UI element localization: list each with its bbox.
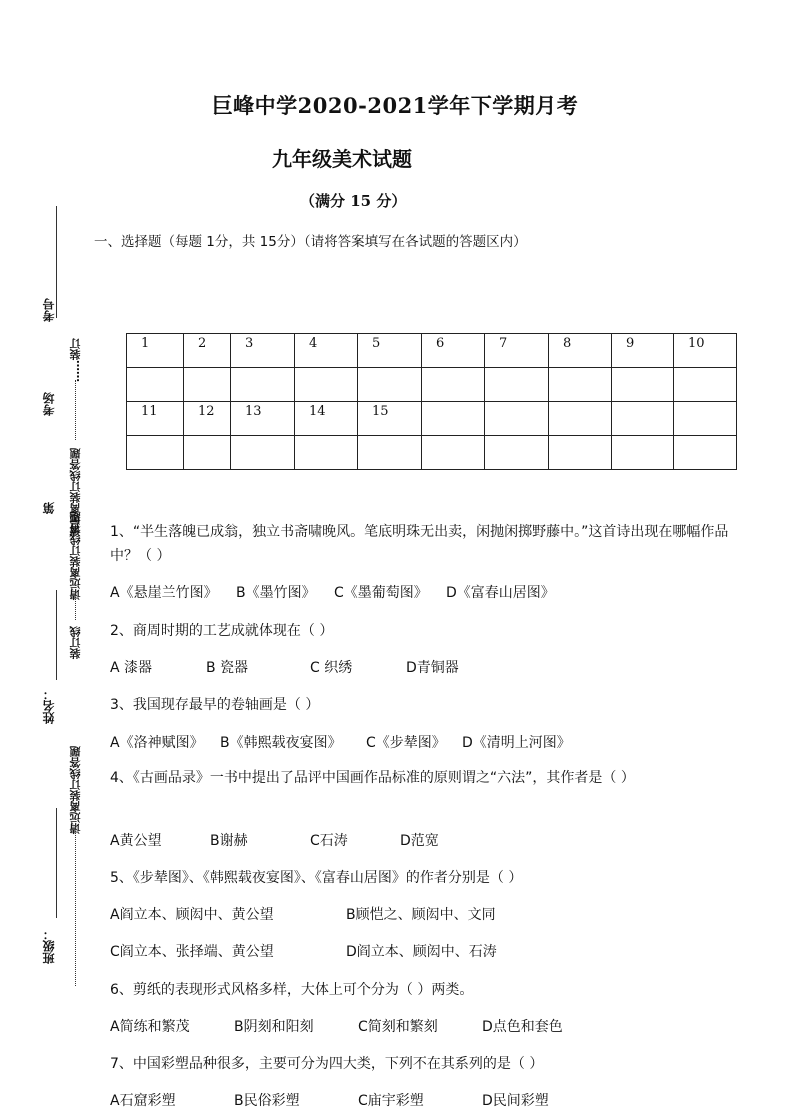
table-cell: 11 — [127, 402, 184, 436]
option-b[interactable]: B《墨竹图》 — [236, 585, 316, 601]
binding-line-mid — [56, 590, 57, 680]
label-kaochang: 考场 — [42, 392, 56, 416]
exam-title: 巨峰中学2020-2021学年下学期月考 — [211, 93, 579, 118]
label-di: 第 — [42, 502, 56, 514]
option-d[interactable]: D范宽 — [400, 833, 439, 849]
table-row-answers-2 — [127, 436, 737, 470]
answer-cell-12[interactable] — [184, 436, 231, 470]
answer-cell-3[interactable] — [231, 368, 295, 402]
table-cell: 7 — [485, 334, 549, 368]
table-row-answers-1 — [127, 368, 737, 402]
notice-3: 请远离装订线答题 — [69, 746, 82, 834]
label-kaohao: 考号 — [42, 298, 56, 322]
option-d[interactable]: D阎立本、顾闳中、石涛 — [346, 944, 497, 960]
answer-cell-6[interactable] — [422, 368, 485, 402]
option-d[interactable]: D《清明上河图》 — [462, 735, 571, 751]
question-2: 2、商周时期的工艺成就体现在（ ） — [110, 623, 334, 639]
option-c[interactable]: C《墨葡萄图》 — [334, 585, 428, 601]
section-heading: 一、选择题（每题 1分，共 15分）（请将答案填写在各试题的答题区内） — [94, 234, 527, 250]
question-6: 6、剪纸的表现形式风格多样，大体上可个分为（ ）两类。 — [110, 982, 474, 998]
table-cell: 9 — [612, 334, 674, 368]
answer-cell-1[interactable] — [127, 368, 184, 402]
table-cell: 12 — [184, 402, 231, 436]
answer-cell-8[interactable] — [549, 368, 612, 402]
answer-cell-4[interactable] — [295, 368, 358, 402]
table-cell: 10 — [674, 334, 737, 368]
full-score: （满分 15 分） — [300, 192, 407, 210]
option-d[interactable]: D民间彩塑 — [482, 1093, 549, 1109]
question-7: 7、中国彩塑品种很多，主要可分为四大类，下列不在其系列的是（ ） — [110, 1056, 544, 1072]
option-c[interactable]: C庙宇彩塑 — [358, 1093, 424, 1109]
notice-1: 请远离装订线答题 — [69, 448, 82, 536]
option-a[interactable]: A黄公望 — [110, 833, 162, 849]
table-cell: 13 — [231, 402, 295, 436]
table-cell — [485, 436, 549, 470]
table-cell: 2 — [184, 334, 231, 368]
label-xingming: 姓名： — [42, 688, 56, 724]
table-cell — [549, 402, 612, 436]
binding-dotted-line-1 — [75, 380, 76, 440]
table-cell: 15 — [358, 402, 422, 436]
table-row-numbers-1 — [127, 334, 737, 368]
answer-cell-2[interactable] — [184, 368, 231, 402]
table-cell — [549, 436, 612, 470]
question-3: 3、我国现存最早的卷轴画是（ ） — [110, 697, 320, 713]
option-b[interactable]: B谢赫 — [210, 833, 248, 849]
table-cell: 4 — [295, 334, 358, 368]
table-cell: 5 — [358, 334, 422, 368]
option-c[interactable]: C石涛 — [310, 833, 348, 849]
question-4: 4、《古画品录》一书中提出了品评中国画作品标准的原则谓之“六法”，其作者是（ ） — [110, 770, 635, 786]
table-cell: 8 — [549, 334, 612, 368]
label-banji: 班级： — [42, 928, 56, 964]
option-a[interactable]: A 漆器 — [110, 660, 153, 676]
table-cell — [674, 436, 737, 470]
option-d[interactable]: D《富春山居图》 — [446, 585, 555, 601]
option-d[interactable]: D青铜器 — [406, 660, 459, 676]
option-c[interactable]: C阎立本、张择端、黄公望 — [110, 944, 274, 960]
option-c[interactable]: C 织绣 — [310, 660, 353, 676]
table-cell: 1 — [127, 334, 184, 368]
binding-dotted-line-2 — [75, 570, 76, 620]
option-b[interactable]: B民俗彩塑 — [234, 1093, 300, 1109]
answer-table — [126, 333, 737, 470]
option-b[interactable]: B 瓷器 — [206, 660, 249, 676]
answer-cell-10[interactable] — [674, 368, 737, 402]
answer-cell-9[interactable] — [612, 368, 674, 402]
table-cell — [422, 436, 485, 470]
table-cell — [485, 402, 549, 436]
option-a[interactable]: A简练和繁茂 — [110, 1019, 190, 1035]
answer-cell-11[interactable] — [127, 436, 184, 470]
binding-dotted-line-3 — [75, 806, 76, 986]
table-cell — [612, 402, 674, 436]
option-b[interactable]: B《韩熙载夜宴图》 — [220, 735, 342, 751]
table-cell — [674, 402, 737, 436]
answer-cell-5[interactable] — [358, 368, 422, 402]
option-a[interactable]: A阎立本、顾闳中、黄公望 — [110, 907, 274, 923]
option-a[interactable]: A《悬崖兰竹图》 — [110, 585, 218, 601]
answer-cell-15[interactable] — [358, 436, 422, 470]
option-d[interactable]: D点色和套色 — [482, 1019, 563, 1035]
table-cell — [422, 402, 485, 436]
question-5: 5、《步辇图》、《韩熙载夜宴图》、《富春山居图》的作者分别是（ ） — [110, 870, 523, 886]
option-c[interactable]: C简刻和繁刻 — [358, 1019, 438, 1035]
answer-cell-14[interactable] — [295, 436, 358, 470]
table-cell: 3 — [231, 334, 295, 368]
option-a[interactable]: A石窟彩塑 — [110, 1093, 176, 1109]
option-b[interactable]: B顾恺之、顾闳中、文同 — [346, 907, 496, 923]
label-zhuangding-top: ……装订 — [69, 338, 82, 382]
option-b[interactable]: B阴刻和阳刻 — [234, 1019, 314, 1035]
table-cell: 14 — [295, 402, 358, 436]
notice-2: 请远离装订线答题 — [69, 512, 82, 600]
exam-subtitle: 九年级美术试题 — [272, 147, 412, 171]
question-1: 1、“半生落魄已成翁，独立书斋啸晚风。笔底明珠无出卖，闲抛闲掷野藤中。”这首诗出现在哪幅作品中？（ ） — [110, 524, 729, 564]
label-zhuangdingxian: 装订线 — [69, 626, 82, 659]
answer-cell-7[interactable] — [485, 368, 549, 402]
table-cell: 6 — [422, 334, 485, 368]
answer-cell-13[interactable] — [231, 436, 295, 470]
binding-line-bottom — [56, 808, 57, 918]
option-c[interactable]: C《步辇图》 — [366, 735, 446, 751]
option-a[interactable]: A《洛神赋图》 — [110, 735, 204, 751]
table-cell — [612, 436, 674, 470]
table-row-numbers-2 — [127, 402, 737, 436]
